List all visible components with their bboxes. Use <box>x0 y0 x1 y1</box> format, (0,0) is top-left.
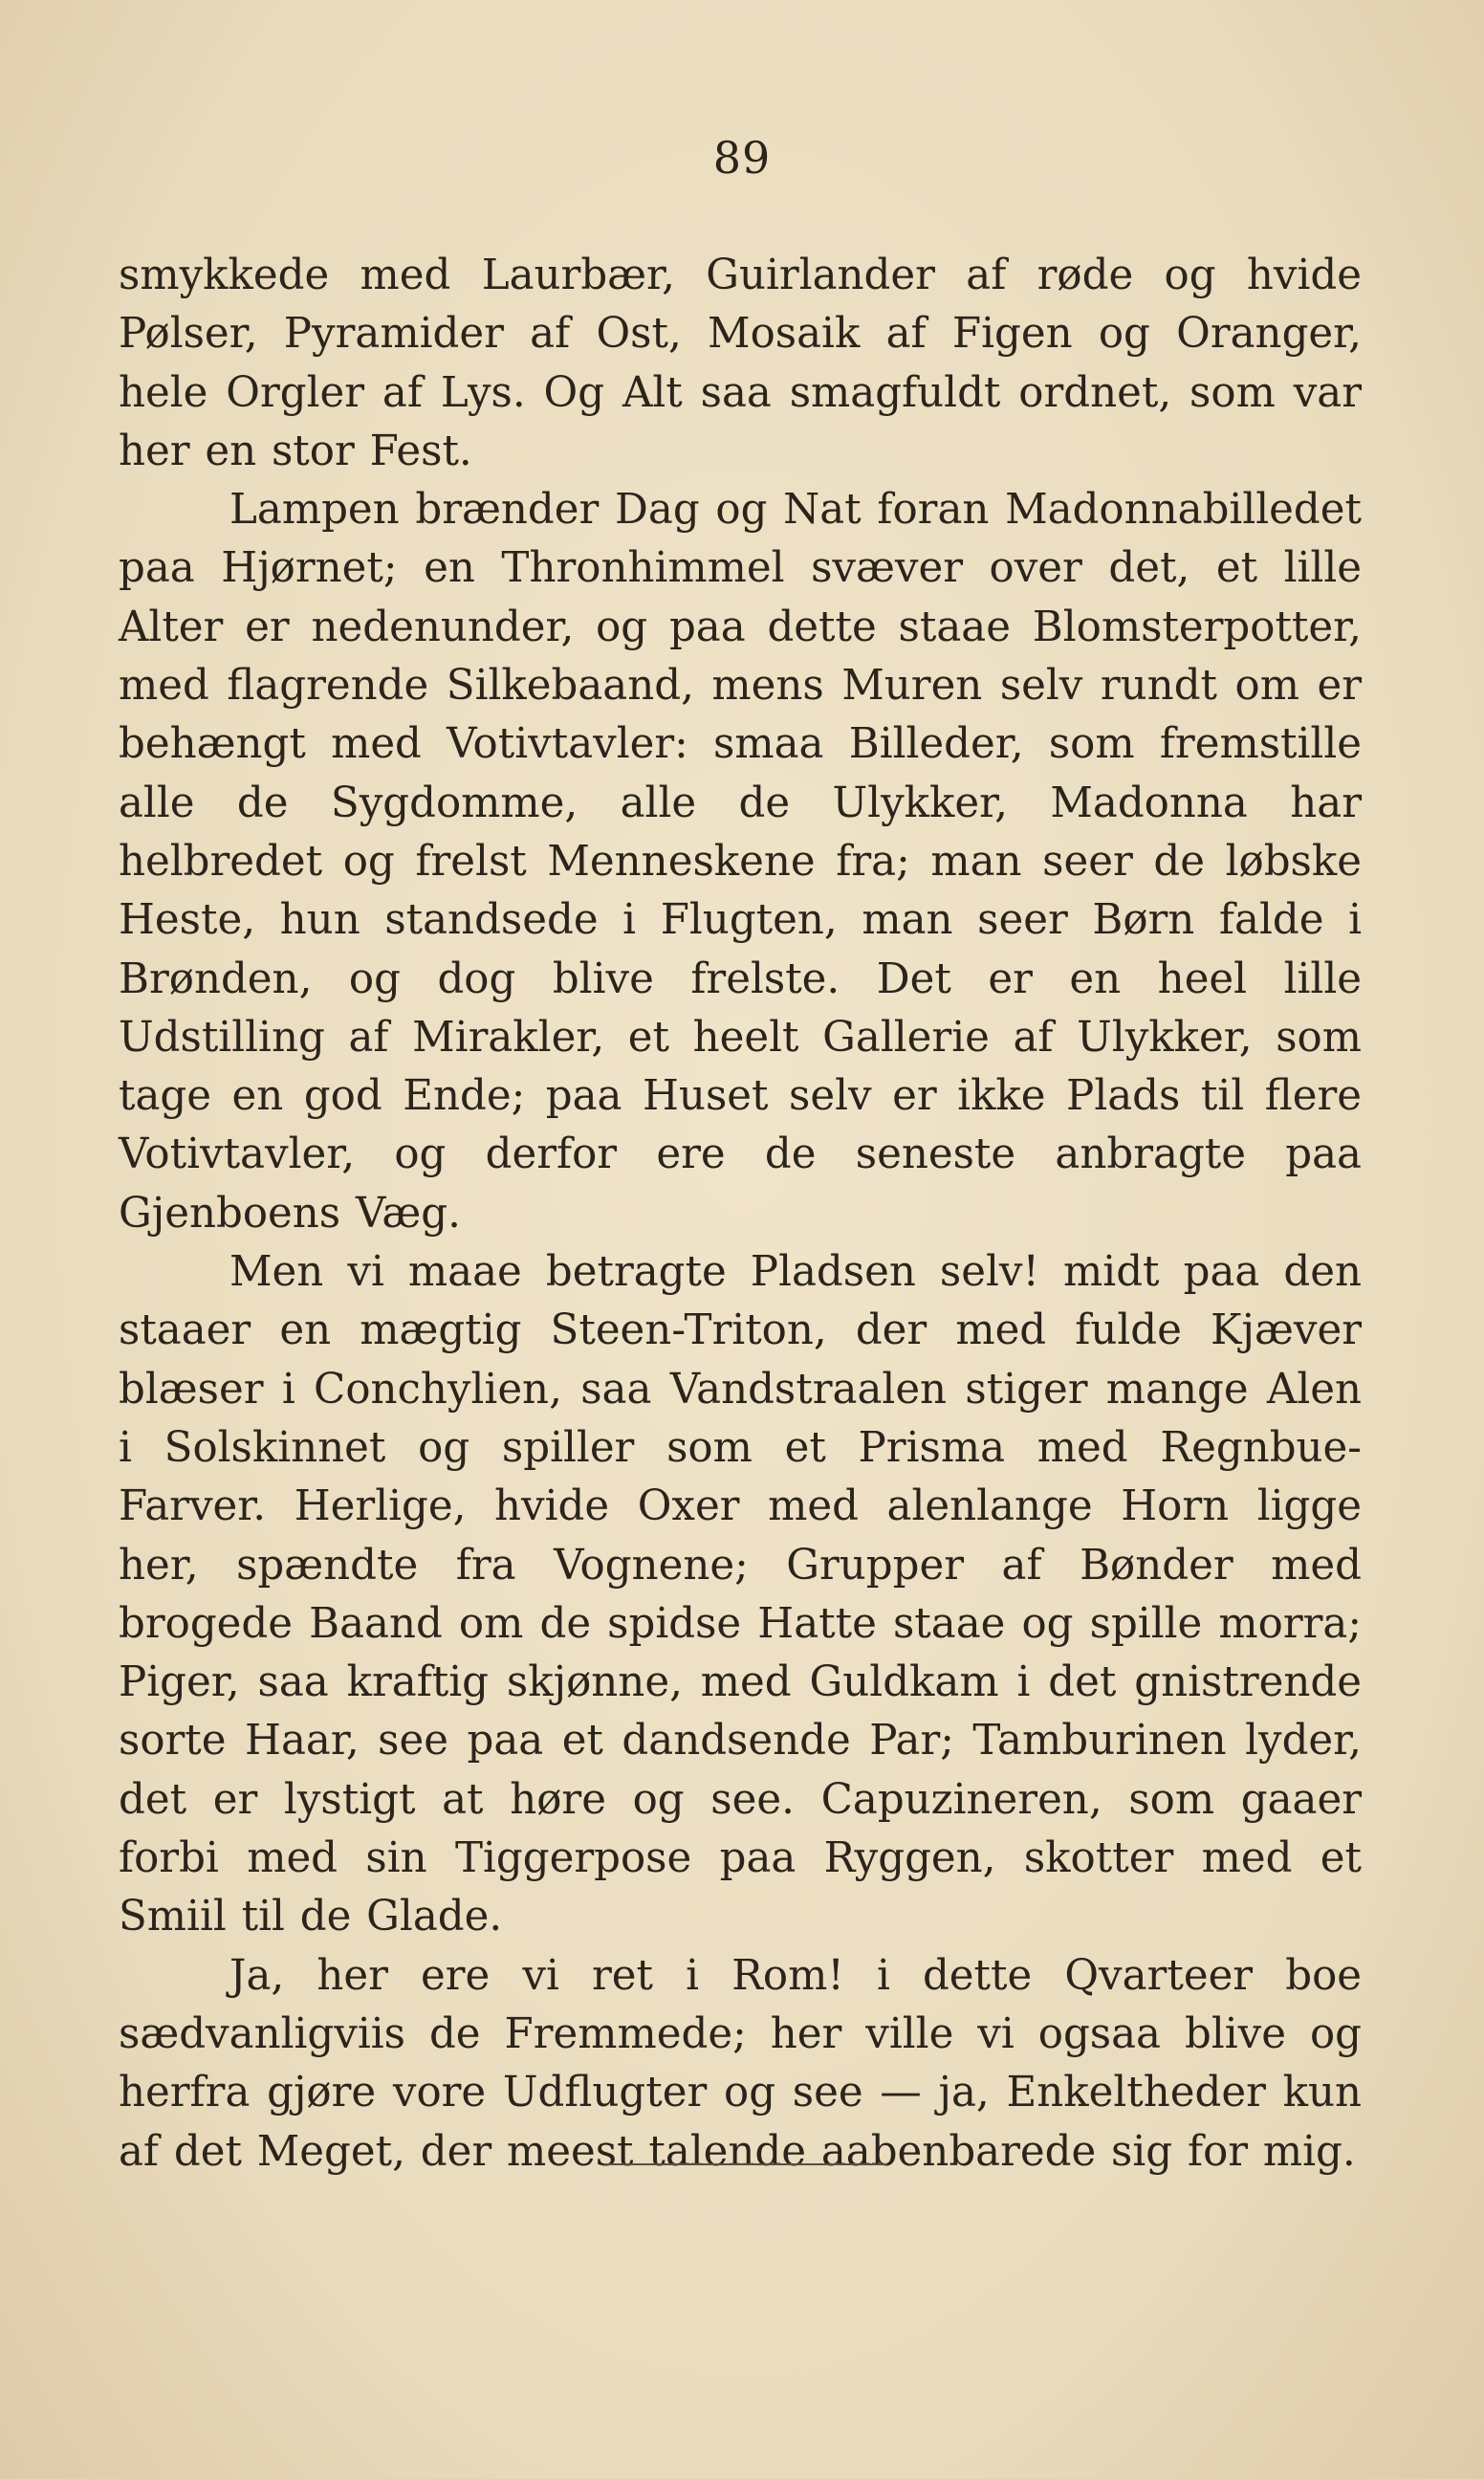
section-divider <box>604 2163 887 2165</box>
paragraph-3: Men vi maae betragte Pladsen selv! midt paa den staaer en mægtig Steen-Triton, der med fulde Kjæver blæser i Conchylien, saa Vandstraalen stiger mange Alen i Solskinnet og spiller som et Prisma med Regnbue-Farver. Herlige, hvide Oxer med alenlange Horn ligge her, spændte fra Vognene; Grupper af Bønder med brogede Baand om de spidse Hatte staae og spille morra; Piger, saa kraftig skjønne, med Guldkam i det gnistrende sorte Haar, see paa et dandsende Par; Tamburinen lyder, det er lystigt at høre og see. Capuzineren, som gaaer forbi med sin Tiggerpose paa Ryggen, skotter med et Smiil til de Glade. <box>119 1248 1362 1942</box>
paragraph-4: Ja, her ere vi ret i Rom! i dette Qvarteer boe sædvanligviis de Fremmede; her ville vi ogsaa blive og herfra gjøre vore Udflugter og see — ja, Enkeltheder kun af det Meget, der meest talende aabenbarede sig for mig. <box>119 1951 1362 2176</box>
paragraph-2: Lampen brænder Dag og Nat foran Madonnabilledet paa Hjørnet; en Thronhimmel svæver over det, et lille Alter er nedenunder, og paa dette staae Blomsterpotter, med flagrende Silkebaand, mens Muren selv rundt om er behængt med Votivtavler: smaa Billeder, som fremstille alle de Sygdomme, alle de Ulykker, Madonna har helbredet og frelst Menneskene fra; man seer de løbske Heste, hun standsede i Flugten, man seer Børn falde i Brønden, og dog blive frelste. Det er en heel lille Udstilling af Mirakler, et heelt Gallerie af Ulykker, som tage en god Ende; paa Huset selv er ikke Plads til flere Votivtavler, og derfor ere de seneste anbragte paa Gjenboens Væg. <box>119 486 1362 1238</box>
paragraph-1: smykkede med Laurbær, Guirlander af røde og hvide Pølser, Pyramider af Ost, Mosaik af Figen og Oranger, hele Orgler af Lys. Og Alt saa smagfuldt ordnet, som var her en stor Fest. <box>119 252 1362 475</box>
body-text <box>119 247 1362 2182</box>
page-number: 89 <box>712 132 772 184</box>
